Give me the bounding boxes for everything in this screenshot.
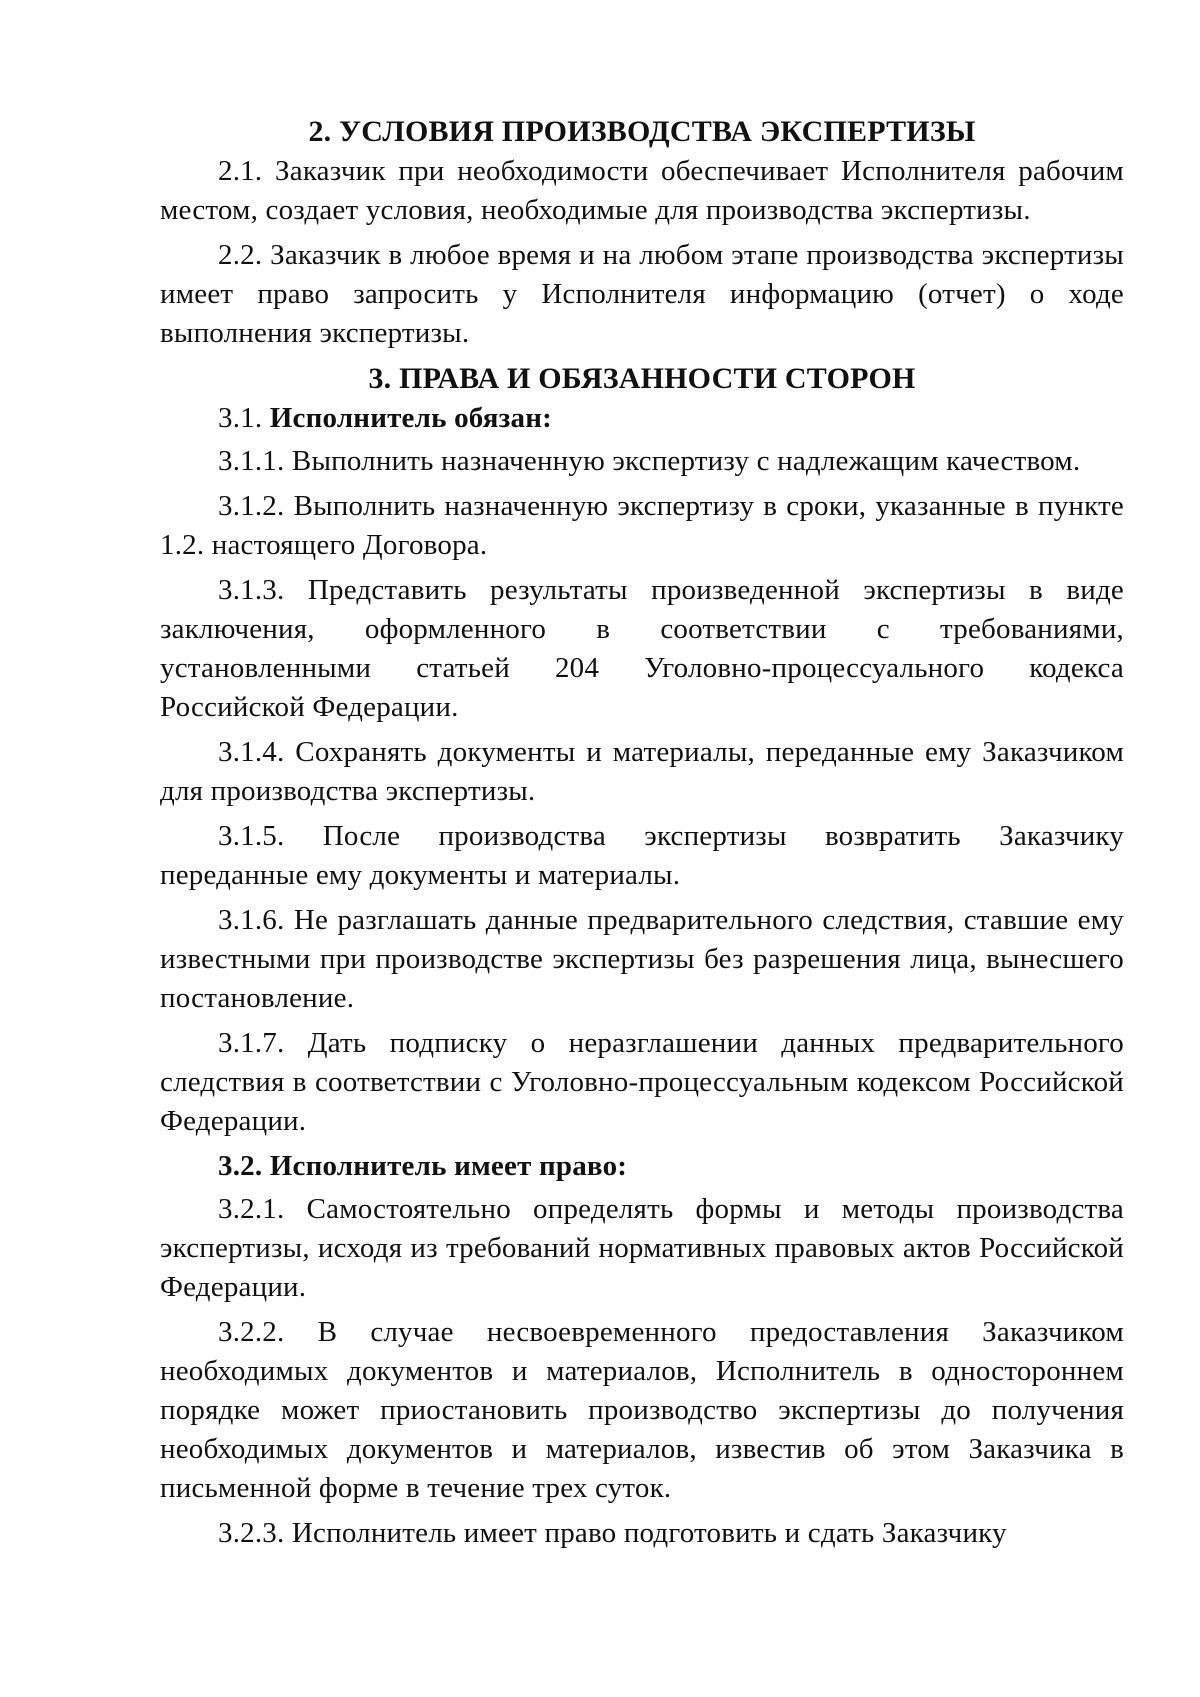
clause-3-1-heading [160,399,1124,438]
clause-2-2: 2.2. Заказчик в любое время и на любом этапе производства экспертизы имеет право запросить у Исполнителя информацию (отчет) о ходе выполнения экспертизы. [160,239,1124,349]
clause-3-1-2: 3.1.2. Выполнить назначенную экспертизу в сроки, указанные в пункте 1.2. настоящего Договора. [160,490,1124,561]
clause-3-2-1: 3.2.1. Самостоятельно определять формы и методы производства экспертизы, исходя из требований нормативных правовых актов Российской Федерации. [160,1193,1124,1303]
clause-3-1-label: Исполнитель обязан: [269,402,552,434]
clause-3-1-5: 3.1.5. После производства экспертизы возвратить Заказчику переданные ему документы и материалы. [160,820,1124,891]
clause-3-1-6: 3.1.6. Не разглашать данные предварительного следствия, ставшие ему известными при производстве экспертизы без разрешения лица, вынесшего постановление. [160,904,1124,1014]
clause-3-1-number: 3.1. [218,402,263,434]
clause-3-2-heading: 3.2. Исполнитель имеет право: [218,1150,628,1182]
section-3-heading: 3. ПРАВА И ОБЯЗАННОСТИ СТОРОН [368,362,916,395]
clause-3-1-1: 3.1.1. Выполнить назначенную экспертизу с надлежащим качеством. [218,445,1081,477]
clause-3-2-2: 3.2.2. В случае несвоевременного предоставления Заказчиком необходимых документов и материалов, Исполнитель в одностороннем порядке может приостановить производство экспертизы до получения необходимых документов и материалов, известив об этом Заказчика в письменной форме в течение трех суток. [160,1316,1124,1504]
clause-3-1-7: 3.1.7. Дать подписку о неразглашении данных предварительного следствия в соответствии с Уголовно-процессуальным кодексом Российской Федерации. [160,1027,1124,1137]
clause-3-1-3: 3.1.3. Представить результаты произведенной экспертизы в виде заключения, оформленного в соответствии с требованиями, установленными статьей 204 Уголовно-процессуального кодекса Российской Федерации. [160,574,1124,723]
document-body [160,112,1124,1559]
clause-3-2-3: 3.2.3. Исполнитель имеет право подготовить и сдать Заказчику [218,1517,1007,1549]
clause-3-1-4: 3.1.4. Сохранять документы и материалы, переданные ему Заказчиком для производства экспертизы. [160,736,1124,807]
section-2-heading: 2. УСЛОВИЯ ПРОИЗВОДСТВА ЭКСПЕРТИЗЫ [308,115,976,148]
clause-2-1: 2.1. Заказчик при необходимости обеспечивает Исполнителя рабочим местом, создает условия, необходимые для производства экспертизы. [160,155,1124,226]
